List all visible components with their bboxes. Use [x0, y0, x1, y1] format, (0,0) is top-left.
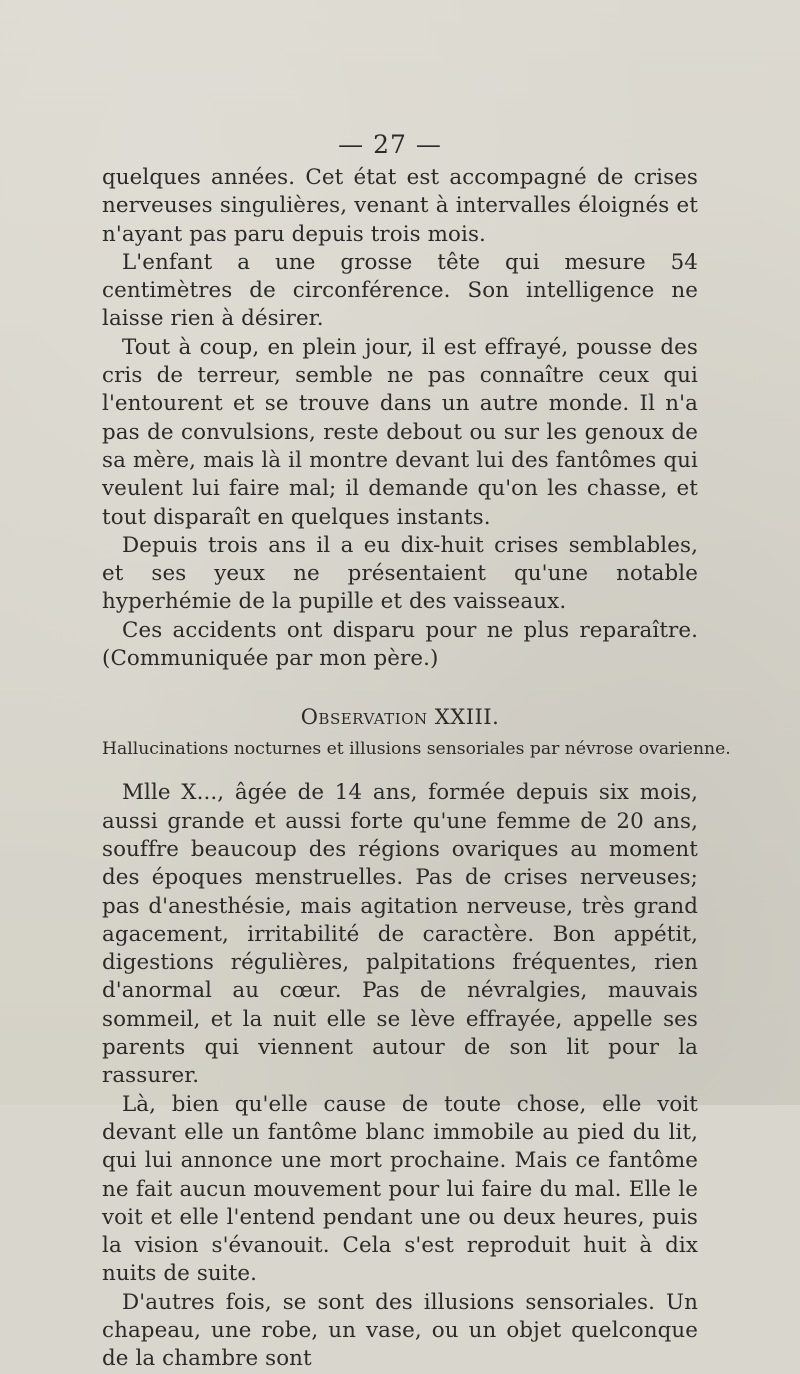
- paragraph: Là, bien qu'elle cause de toute chose, elle voit devant elle un fantôme blanc immobile au pied du lit, qui lui annonce une mort prochaine. Mais ce fantôme ne fait aucun mouvement pour lui faire du mal. Elle le voit et elle l'entend pendant une ou deux heures, puis la vision s'évanouit. Cela s'est reproduit huit à dix nuits de suite.: [102, 1091, 698, 1287]
- page-content: [102, 128, 731, 1374]
- observation-subtitle: Hallucinations nocturnes et illusions sensoriales par névrose ovarienne.: [102, 739, 731, 760]
- page-number: — 27 —: [338, 130, 442, 159]
- observation-title: Observation XXIII.: [300, 705, 500, 730]
- paragraph: Ces accidents ont disparu pour ne plus reparaître. (Communiquée par mon père.): [102, 617, 698, 672]
- paragraph: L'enfant a une grosse tête qui mesure 54 centimètres de circonférence. Son intelligence ne laisse rien à désirer.: [102, 249, 698, 332]
- paragraph: Tout à coup, en plein jour, il est effrayé, pousse des cris de terreur, semble ne pas connaître ceux qui l'entourent et se trouve dans un autre monde. Il n'a pas de convulsions, reste debout ou sur les genoux de sa mère, mais là il montre devant lui des fantômes qui veulent lui faire mal; il demande qu'on les chasse, et tout disparaît en quelques instants.: [102, 334, 698, 530]
- paragraph: Depuis trois ans il a eu dix-huit crises semblables, et ses yeux ne présentaient qu'une notable hyperhémie de la pupille et des vaisseaux.: [102, 532, 698, 615]
- paragraph: quelques années. Cet état est accompagné de crises nerveuses singulières, venant à intervalles éloignés et n'ayant pas paru depuis trois mois.: [102, 165, 698, 247]
- paragraph: D'autres fois, se sont des illusions sensoriales. Un chapeau, une robe, un vase, ou un objet quelconque de la chambre sont: [102, 1289, 698, 1372]
- paragraph: Mlle X..., âgée de 14 ans, formée depuis six mois, aussi grande et aussi forte qu'une femme de 20 ans, souffre beaucoup des régions ovariques au moment des époques menstruelles. Pas de crises nerveuses; pas d'anesthésie, mais agitation nerveuse, très grand agacement, irritabilité de caractère. Bon appétit, digestions régulières, palpitations fréquentes, rien d'anormal au cœur. Pas de névralgies, mauvais sommeil, et la nuit elle se lève effrayée, appelle ses parents qui viennent autour de son lit pour la rassurer.: [102, 780, 698, 1089]
